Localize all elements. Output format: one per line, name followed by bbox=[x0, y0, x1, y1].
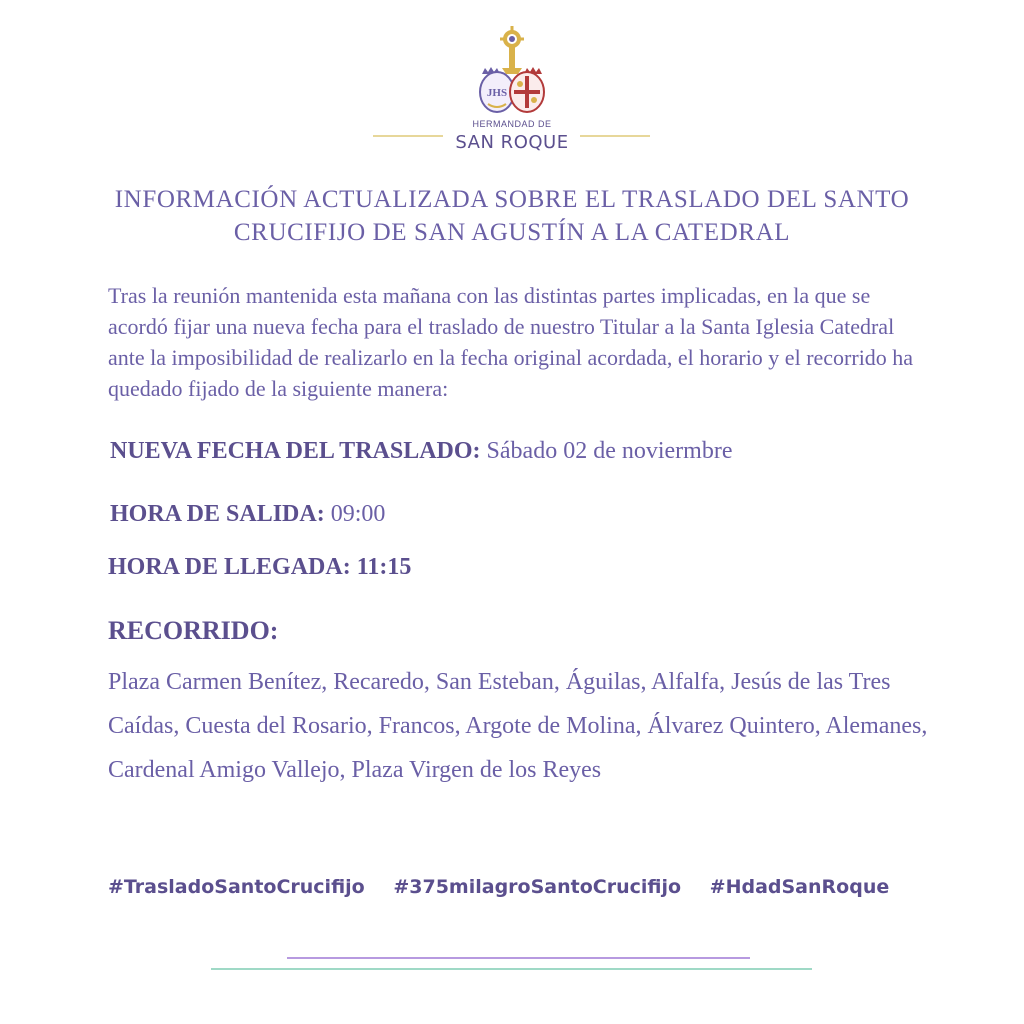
brand-name: SAN ROQUE bbox=[455, 132, 569, 153]
hashtag-traslado[interactable]: #TrasladoSantoCrucifijo bbox=[108, 876, 365, 898]
route-title: RECORRIDO: bbox=[108, 616, 279, 645]
departure-line bbox=[110, 501, 385, 528]
departure-value: 09:00 bbox=[330, 501, 386, 527]
footer-divider-purple bbox=[287, 957, 750, 959]
title-line-1: INFORMACIÓN ACTUALIZADA SOBRE EL TRASLADO DEL SANTO bbox=[114, 186, 910, 213]
route-text: Plaza Carmen Benítez, Recaredo, San Esteban, Águilas, Alfalfa, Jesús de las Tres Caídas, Cuesta del Rosario, Francos, Argote de Molina, Álvarez Quintero, Alemanes, Cardenal Amigo Vallejo, Plaza Virgen de los Reyes bbox=[108, 669, 928, 783]
date-value: Sábado 02 de noviermbre bbox=[486, 438, 733, 464]
arrival-label: HORA DE LLEGADA: bbox=[108, 554, 351, 580]
svg-text:JHS: JHS bbox=[486, 87, 508, 99]
date-label: NUEVA FECHA DEL TRASLADO: bbox=[110, 438, 481, 464]
hashtag-row bbox=[108, 876, 948, 898]
hashtag-hdad[interactable]: #HdadSanRoque bbox=[709, 876, 890, 898]
arrival-line bbox=[108, 554, 411, 581]
hashtag-milagro[interactable]: #375milagroSantoCrucifijo bbox=[393, 876, 682, 898]
coat-of-arms-icon bbox=[472, 26, 552, 118]
arrival-value: 11:15 bbox=[356, 554, 412, 580]
intro-paragraph: Tras la reunión mantenida esta mañana con las distintas partes implicadas, en la que se acordó fijar una nueva fecha para el traslado de nuestro Titular a la Santa Iglesia Catedral ante la imposibilidad de realizarlo en la fecha original acordada, el horario y el recorrido ha quedado fijado de la siguiente manera: bbox=[108, 283, 914, 401]
page-title bbox=[60, 183, 964, 249]
title-line-2: CRUCIFIJO DE SAN AGUSTÍN A LA CATEDRAL bbox=[233, 219, 791, 246]
date-line bbox=[110, 438, 732, 465]
footer-divider-teal bbox=[211, 968, 812, 970]
brand-subtitle: HERMANDAD DE bbox=[472, 119, 552, 129]
departure-label: HORA DE SALIDA: bbox=[110, 501, 325, 527]
